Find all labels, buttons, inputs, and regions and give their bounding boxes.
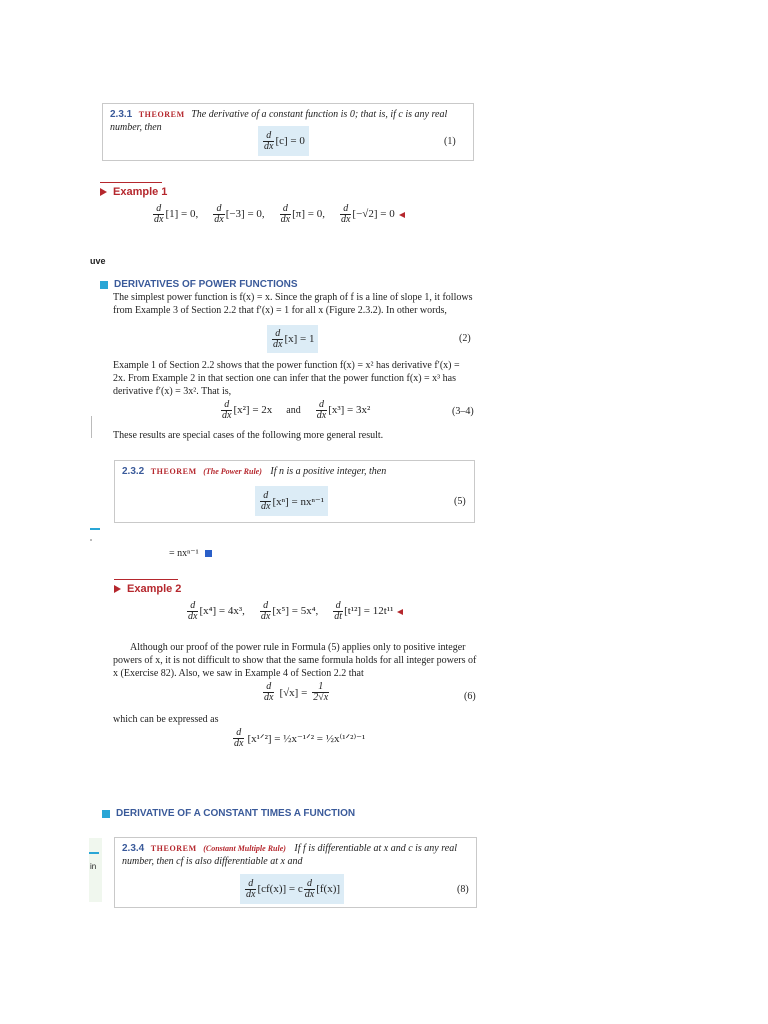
qed-icon (205, 550, 212, 557)
example-1-label: Example 1 (113, 186, 168, 198)
theorem-number: 2.3.1 (110, 109, 133, 120)
example-2-math (186, 601, 403, 622)
theorem-2-3-2-equation: $\frac{d}{dx}$ [xⁿ] = nxⁿ⁻¹ (255, 486, 328, 516)
derivative-operator: $\frac{d}{dx}$ (304, 877, 315, 900)
example-1-item: $\frac{d}{dx}$ [−3] = 0, (214, 203, 265, 225)
theorem-text: The derivative of a constant function is 0; that is, if c is any real (191, 109, 448, 120)
equation-number-3-4: (3–4) (452, 406, 474, 417)
equation-3-4: $\frac{d}{dx}$ [x²] = 2x and $\frac{d}{dx}$ [x³] = 3x² (222, 399, 371, 421)
example-1-rule (100, 182, 162, 183)
side-marker (90, 528, 100, 530)
example-1-item: $\frac{d}{dx}$ [π] = 0, (280, 203, 325, 225)
equation-number-6: (6) (464, 691, 476, 702)
equation-7: $\frac{d}{dx}$ [x¹ᐟ²] = ½x⁻¹ᐟ² = ½x⁽¹ᐟ²⁾⁻¹ (234, 727, 366, 749)
example-2-item: $\frac{d}{dx}$ [x⁴] = 4x³, (188, 600, 245, 622)
theorem-text-line2: number, then (110, 122, 162, 133)
paragraph-line: from Example 3 of Section 2.2 that f′(x) = 1 for all x (Figure 2.3.2). In other words, (113, 305, 447, 316)
example-2-item: $\frac{d}{dt}$ [t¹²] = 12t¹¹ (332, 601, 403, 622)
paragraph-line: x (Exercise 82). Also, we saw in Example 4 of Section 2.2 that (113, 668, 364, 679)
theorem-2-3-4-heading: 2.3.4 THEOREM (Constant Multiple Rule) If f is differentiable at x and c is any real (122, 843, 457, 854)
paragraph-line: 2x. From Example 2 in that section one can infer that the power function f(x) = x³ has (113, 373, 456, 384)
theorem-2-3-1-heading (110, 109, 447, 120)
theorem-2-3-1-equation (258, 126, 309, 156)
side-marker-dot (90, 539, 92, 541)
section-square-icon (100, 281, 108, 289)
theorem-word: THEOREM (138, 110, 185, 119)
section-square-icon (102, 810, 110, 818)
theorem-text-line2: number, then cf is also differentiable at x and (122, 856, 303, 867)
example-1-item: $\frac{d}{dx}$ [1] = 0, (154, 203, 199, 225)
paragraph-line: These results are special cases of the following more general result. (113, 430, 384, 441)
end-of-example-icon (399, 212, 405, 218)
example-arrow-icon (100, 188, 107, 196)
equation-body: [c] = 0 (275, 135, 305, 147)
paragraph-line: Example 1 of Section 2.2 shows that the power function f(x) = x² has derivative f′(x) = (113, 360, 460, 371)
paragraph-line: which can be expressed as (113, 714, 219, 725)
example-1-heading (100, 186, 167, 198)
equation-number-8: (8) (457, 884, 469, 895)
theorem-2-3-2-heading: 2.3.2 THEOREM (The Power Rule) If n is a positive integer, then (122, 466, 387, 477)
margin-fragment: uve (90, 256, 106, 266)
example-arrow-icon (114, 585, 121, 593)
example-2-heading: Example 2 (114, 583, 181, 595)
paragraph-line: derivative f′(x) = 3x². That is, (113, 386, 232, 397)
section-heading-power-functions (100, 279, 298, 290)
example-1-item: $\frac{d}{dx}$ [−√2] = 0 (339, 204, 405, 225)
paragraph-line: Although our proof of the power rule in Formula (5) applies only to positive integer (130, 642, 466, 653)
equation-number-1: (1) (444, 136, 456, 147)
paragraph-line: powers of x, it is not difficult to show that the same formula holds for all integer powers of (113, 655, 477, 666)
section-heading-constant-multiple: DERIVATIVE OF A CONSTANT TIMES A FUNCTION (102, 808, 355, 819)
end-of-example-icon (397, 609, 403, 615)
side-marker (89, 852, 99, 854)
theorem-2-3-4-equation: $\frac{d}{dx}$ [cf(x)] = c $\frac{d}{dx}$ [f(x)] (240, 874, 344, 904)
derivative-operator: $\frac{d}{dx}$ (273, 327, 283, 350)
margin-in: in (90, 862, 97, 871)
equation-number-5: (5) (454, 496, 466, 507)
paragraph-line: The simplest power function is f(x) = x. Since the graph of f is a line of slope 1, it follows (113, 292, 473, 303)
example-2-item: $\frac{d}{dx}$ [x⁵] = 5x⁴, (260, 600, 319, 622)
example-1-math (152, 204, 405, 225)
equation-6: $\frac{d}{dx}$ [√x] = $\frac{1}{2√x}$ (264, 681, 329, 703)
derivative-operator: $\frac{d}{dx}$ (246, 877, 256, 900)
proof-end: = nxⁿ⁻¹ (169, 548, 212, 559)
margin-bar (91, 416, 92, 438)
equation-number-2: (2) (459, 333, 471, 344)
derivative-operator: $\frac{d}{dx}$ (264, 129, 274, 152)
section-title: DERIVATIVES OF POWER FUNCTIONS (114, 279, 298, 290)
equation-2: $\frac{d}{dx}$ [x] = 1 (267, 325, 318, 353)
derivative-operator: $\frac{d}{dx}$ (261, 489, 271, 512)
example-2-rule (114, 579, 178, 580)
